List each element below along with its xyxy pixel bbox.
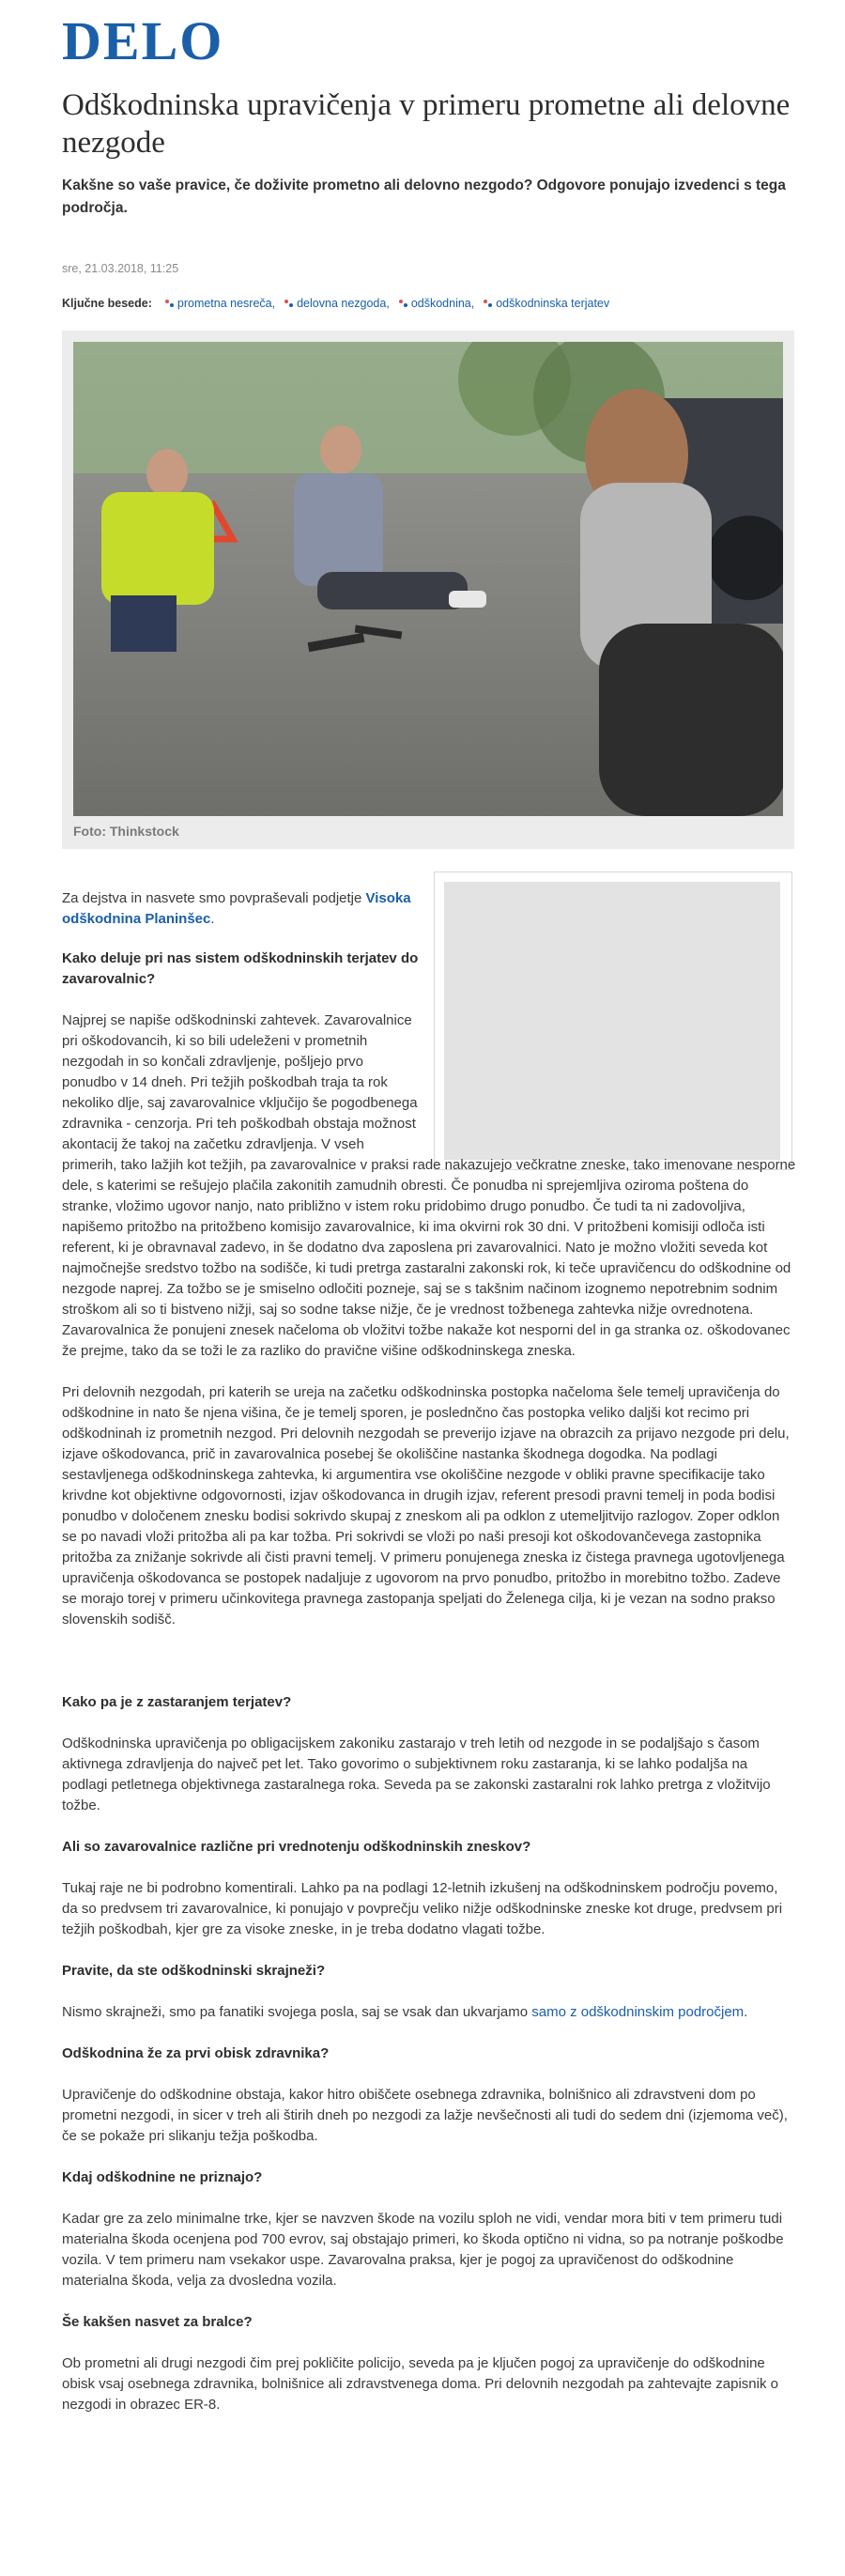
specialty-link[interactable]: samo z odškodninskim področjem — [531, 2004, 745, 2020]
photo-caption: Foto: Thinkstock — [73, 824, 179, 839]
paragraph: Pri delovnih nezgodah, pri katerih se ureja na začetku odškodninska postopka načeloma šele temelj upravičenja do odškodnine in nato še njena višina, če je temelj sporen, je poslednčno čas postopka veliko daljši kot recimo pri odškodninah iz prometnih nezgod. Pri delovnih nezgodah se preverijo izjave na obrazcih za prijavo nezgode pri delu, izjave oškodovanca, prič in zavarovalnica posebej še okoliščine nastanka škodnega dogodka. Na podlagi sestavljenega odškodninskega zahtevka, ki argumentira vse okoliščine nezgode v obliki pravne specifikacije tako krivdne kot objektivne odgovornosti, izjav oškodovanca in drugih izjav, referent presodi pravni temelj in poda bodisi ponudbo v določenem znesku bodisi sokrivdo skupaj z zneskom ali pa odklon z utemeljitvijo razlogov. Zoper odklon se po navadi vloži pritožba ali pa kar tožba. Pri sokrivdi se vloži po naši presoji kot oškodovančevega zastopnika pritožba za znižanje sokrivde ali čisti pravni temelj. V primeru ponujenega zneska iz čistega pravnega ugotovljenega upravičenja oškodovanca se postopek nadaljuje z ugovorom na prvo ponudbo, pritožbo in morebitno tožbo. Zadeve se morajo torej v primeru učinkovitega pravnega zastopanja speljati do Želenega cilja, ki je vezan na sodno prakso slovenskih sodišč. — [62, 1384, 790, 1627]
paragraph: Najprej se napiše odškodninski zahtevek. Zavarovalnice pri oškodovancih, ki so bili udeleženi v prometnih nezgodah in so končali zdravljenje, pošljejo prvo ponudbo v 14 dneh. Pri težjih poškodbah traja ta rok nekoliko dlje, saj zavarovalnice vključijo še pogodbenega zdravnika - cenzorja. Pri teh poškodbah obstaja možnost akontacij že takoj na začetku zdravljenja. V vseh primerih, tako lažjih kot težjih, pa zavarovalnice v praksi rade nakazujejo večkratne zneske, tako imenovane nesporne dele, s katerimi se rešujejo plačila zakonitih zamudnih obresti. Če ponudba ni sprejemljiva oziroma poštena do stranke, vložimo ugovor nanjo, nato približno v istem roku pridobimo drugo ponudbo. Če tudi ta ni zadovoljiva, napišemo pritožbo na pritožbeno komisijo zavarovalnice, ki ima okvirni rok 30 dni. V pritožbeni komisiji odloča isti referent, ki je obravnaval zadevo, in še dodatno dva zaposlena pri zavarovalnici. Nato je možno vložiti seveda kot najmočnejše sredstvo tožbo na sodišče, ki tudi pretrga zastaralni zakonski rok, ki teče upravičencu do odškodnine od nezgode naprej. Za tožbo se je smiselno odločiti pozneje, saj se s takšnim načinom izognemo nepotrebnim sodnim stroškom ali so ti bistveno nižji, saj so sodne takse nižje, če je vrednost tožbenega zahtevka nižje ovrednotena. Zavarovalnica že ponujeni znesek načeloma ob vložitvi tožbe nakaže kot nesporni del in ga stranka oz. oškodovanec že prejme, tako da se toži le za razliko do pravične višine odškodninskega zneska. — [62, 1012, 796, 1359]
paragraph: Tukaj raje ne bi podrobno komentirali. Lahko pa na podlagi 12-letnih izkušenj na odškodninskem področju povemo, da so predvsem tri zavarovalnice, ki ponujajo v povprečju veliko nižje odškodninske zneske kot druge, predvsem pri težjih poškodbah, kjer gre za visoke zneske, in je treba dodatno vlagati tožbe. — [62, 1880, 783, 1937]
tag-icon — [284, 299, 294, 308]
article-photo — [73, 342, 783, 816]
section-heading: Kako pa je z zastaranjem terjatev? — [62, 1694, 292, 1710]
paragraph: Ob prometni ali drugi nezgodi čim prej pokličite policijo, seveda pa je ključen pogoj za upravičenje do odškodnine obisk vsaj osebnega zdravnika, bolnišnice ali zdravstvenega doma. Pri delovnih nezgodah pa zahtevajte zapisnik o nezgodi in obrazec ER-8. — [62, 2355, 778, 2413]
keywords-bar — [62, 297, 615, 310]
paragraph: Kadar gre za zelo minimalne trke, kjer se navzven škode na vozilu sploh ne vidi, vendar mora biti v tem primeru tudi materialna škoda ocenjena pod 700 evrov, saj obstajajo primeri, ko škoda optično ni vidna, so pa notranje poškodbe vozila. V tem primeru nam vsekakor uspe. Zavarovalna praksa, kjer je pogoj za upravičenost do odškodnine materialna škoda, velja za dvosledna vozila. — [62, 2211, 784, 2289]
article-date: sre, 21.03.2018, 11:25 — [62, 262, 179, 275]
paragraph: Odškodninska upravičenja po obligacijskem zakoniku zastarajo v treh letih od nezgode in se podaljšajo s časom aktivnega zdravljenja do največ pet let. Tako govorimo o subjektivnem roku zastaranja, ki se lahko podaljša na podlagi petletnega objektivnega zastaralnega roka. Seveda pa se zakonski zastaralni rok lahko pretrga z vložitvijo tožbe. — [62, 1735, 771, 1813]
keyword-link[interactable]: odškodnina, — [399, 297, 474, 310]
article-body — [62, 949, 796, 2436]
keyword-link[interactable]: odškodninska terjatev — [484, 297, 609, 310]
spacer — [62, 1651, 796, 1692]
article-intro: Za dejstva in nasvete smo povpraševali podjetje Visoka odškodnina Planinšec. — [62, 890, 411, 927]
article-title: Odškodninska upravičenja v primeru prometne ali delovne nezgode — [62, 88, 791, 160]
tag-icon — [484, 299, 493, 308]
tag-icon — [399, 299, 408, 308]
section-heading: Še kakšen nasvet za bralce? — [62, 2314, 253, 2330]
tag-icon — [165, 299, 175, 308]
section-heading: Odškodnina že za prvi obisk zdravnika? — [62, 2045, 330, 2061]
article-lead: Kakšne so vaše pravice, če doživite prometno ali delovno nezgodo? Odgovore ponujajo izvedenci s tega področja. — [62, 177, 786, 216]
section-heading: Kdaj odškodnine ne priznajo? — [62, 2169, 263, 2185]
float-spacer — [421, 949, 796, 1149]
site-logo[interactable]: DELO — [62, 10, 224, 71]
article-photo-box — [62, 331, 794, 849]
paragraph: Upravičenje do odškodnine obstaja, kakor hitro obiščete osebnega zdravnika, bolnišnico ali zdravstveni dom po prometni nezgodi, in sicer v treh ali štirih dneh po nezgodi za lažje nevšečnosti ali tudi do sedem dni (izjemoma več), če se pokaže pri slikanju težja poškodba. — [62, 2087, 788, 2144]
paragraph: Nismo skrajneži, smo pa fanatiki svojega posla, saj se vsak dan ukvarjamo samo z odškodninskim področjem. — [62, 2004, 748, 2020]
keyword-link[interactable]: delovna nezgoda, — [284, 297, 390, 310]
section-heading: Ali so zavarovalnice različne pri vrednotenju odškodninskih zneskov? — [62, 1839, 531, 1855]
company-link[interactable]: Visoka odškodnina Planinšec — [62, 890, 411, 927]
section-heading: Kako deluje pri nas sistem odškodninskih terjatev do zavarovalnic? — [62, 950, 419, 987]
keywords-label: Ključne besede: — [62, 297, 152, 310]
section-heading: Pravite, da ste odškodninski skrajneži? — [62, 1963, 326, 1979]
keyword-link[interactable]: prometna nesreča, — [165, 297, 275, 310]
